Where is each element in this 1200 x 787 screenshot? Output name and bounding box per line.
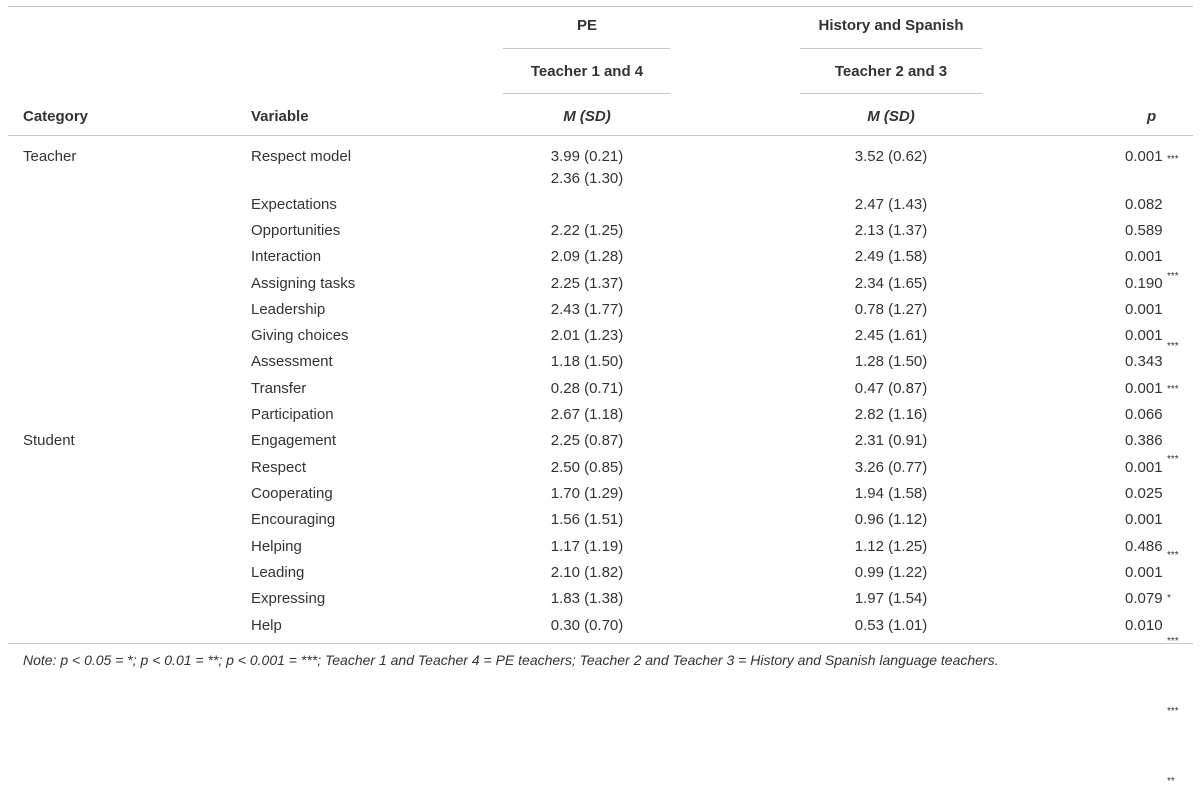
significance-marker: *** [1167, 706, 1179, 717]
p-value-cell: 0.079 [1125, 590, 1163, 607]
hs-value-cell: 2.34 (1.65) [854, 275, 928, 292]
pe-value-extra-cell: 2.36 (1.30) [550, 170, 624, 187]
category-cell: Student [23, 432, 75, 449]
pe-value-cell: 2.25 (0.87) [550, 432, 624, 449]
hs-value-cell: 0.96 (1.12) [854, 511, 928, 528]
p-value-cell: 0.001 [1125, 511, 1163, 528]
hs-value-cell: 3.26 (0.77) [854, 459, 928, 476]
variable-cell: Engagement [251, 432, 337, 449]
variable-cell: Leading [251, 564, 305, 581]
hs-teachers-header: Teacher 2 and 3 [834, 63, 948, 80]
p-value-cell: 0.001 [1125, 301, 1163, 318]
variable-cell: Encouraging [251, 511, 336, 528]
pe-group-rule [503, 48, 670, 49]
pe-value-cell: 1.83 (1.38) [550, 590, 624, 607]
pe-msd-column-header: M (SD) [563, 108, 611, 125]
variable-cell: Opportunities [251, 222, 341, 239]
significance-marker: *** [1167, 636, 1179, 647]
p-value-cell: 0.010 [1125, 617, 1163, 634]
hs-value-cell: 2.13 (1.37) [854, 222, 928, 239]
hs-value-cell: 0.53 (1.01) [854, 617, 928, 634]
p-value-cell: 0.001 [1125, 248, 1163, 265]
category-cell: Teacher [23, 148, 77, 165]
pe-value-cell: 2.67 (1.18) [550, 406, 624, 423]
p-value-cell: 0.486 [1125, 538, 1163, 555]
pe-group-header: PE [576, 17, 598, 34]
header-bottom-rule [8, 135, 1193, 136]
table-bottom-rule [8, 643, 1193, 644]
pe-value-cell: 1.56 (1.51) [550, 511, 624, 528]
variable-cell: Helping [251, 538, 302, 555]
hs-value-cell: 1.94 (1.58) [854, 485, 928, 502]
variable-cell: Cooperating [251, 485, 333, 502]
pe-value-cell: 3.99 (0.21) [550, 148, 624, 165]
pe-teachers-header: Teacher 1 and 4 [530, 63, 644, 80]
hs-value-cell: 2.82 (1.16) [854, 406, 928, 423]
hs-teacher-rule [800, 93, 982, 94]
hs-value-cell: 2.45 (1.61) [854, 327, 928, 344]
pe-teacher-rule [503, 93, 670, 94]
pe-value-cell: 1.70 (1.29) [550, 485, 624, 502]
top-rule [8, 6, 1193, 7]
variable-cell: Respect [251, 459, 307, 476]
pe-value-cell: 2.50 (0.85) [550, 459, 624, 476]
p-value-cell: 0.001 [1125, 148, 1163, 165]
hs-value-cell: 3.52 (0.62) [854, 148, 928, 165]
significance-marker: ** [1167, 776, 1175, 787]
significance-marker: *** [1167, 384, 1179, 395]
significance-marker: *** [1167, 154, 1179, 165]
p-value-cell: 0.386 [1125, 432, 1163, 449]
pe-value-cell: 0.28 (0.71) [550, 380, 624, 397]
table-note: Note: p < 0.05 = *; p < 0.01 = **; p < 0.001 = ***; Teacher 1 and Teacher 4 = PE teachers; Teacher 2 and Teacher 3 = History and Spanish language teachers. [23, 652, 999, 668]
variable-cell: Giving choices [251, 327, 349, 344]
variable-cell: Assigning tasks [251, 275, 356, 292]
p-value-cell: 0.025 [1125, 485, 1163, 502]
significance-marker: *** [1167, 271, 1179, 282]
hs-value-cell: 0.47 (0.87) [854, 380, 928, 397]
hs-value-cell: 1.28 (1.50) [854, 353, 928, 370]
pe-value-cell: 2.01 (1.23) [550, 327, 624, 344]
hs-group-rule [800, 48, 982, 49]
p-value-cell: 0.001 [1125, 327, 1163, 344]
hs-value-cell: 2.47 (1.43) [854, 196, 928, 213]
hs-group-header: History and Spanish [818, 17, 964, 34]
variable-cell: Participation [251, 406, 334, 423]
significance-marker: * [1167, 593, 1171, 604]
pe-value-cell: 1.18 (1.50) [550, 353, 624, 370]
hs-value-cell: 1.97 (1.54) [854, 590, 928, 607]
category-column-header: Category [23, 108, 89, 125]
hs-value-cell: 2.31 (0.91) [854, 432, 928, 449]
p-value-cell: 0.343 [1125, 353, 1163, 370]
pe-value-cell: 1.17 (1.19) [550, 538, 624, 555]
significance-marker: *** [1167, 341, 1179, 352]
variable-cell: Expressing [251, 590, 326, 607]
significance-marker: *** [1167, 454, 1179, 465]
variable-column-header: Variable [251, 108, 309, 125]
p-value-cell: 0.082 [1125, 196, 1163, 213]
p-column-header: p [1147, 108, 1157, 125]
p-value-cell: 0.001 [1125, 380, 1163, 397]
p-value-cell: 0.001 [1125, 459, 1163, 476]
pe-value-cell: 2.43 (1.77) [550, 301, 624, 318]
pe-value-cell: 2.22 (1.25) [550, 222, 624, 239]
variable-cell: Interaction [251, 248, 322, 265]
variable-cell: Help [251, 617, 282, 634]
pe-value-cell: 2.09 (1.28) [550, 248, 624, 265]
hs-value-cell: 0.78 (1.27) [854, 301, 928, 318]
variable-cell: Assessment [251, 353, 333, 370]
p-value-cell: 0.066 [1125, 406, 1163, 423]
variable-cell: Transfer [251, 380, 307, 397]
p-value-cell: 0.589 [1125, 222, 1163, 239]
hs-value-cell: 2.49 (1.58) [854, 248, 928, 265]
variable-cell: Expectations [251, 196, 337, 213]
hs-msd-column-header: M (SD) [867, 108, 915, 125]
hs-value-cell: 0.99 (1.22) [854, 564, 928, 581]
variable-cell: Leadership [251, 301, 326, 318]
pe-value-cell: 0.30 (0.70) [550, 617, 624, 634]
hs-value-cell: 1.12 (1.25) [854, 538, 928, 555]
pe-value-cell: 2.10 (1.82) [550, 564, 624, 581]
significance-marker: *** [1167, 550, 1179, 561]
p-value-cell: 0.001 [1125, 564, 1163, 581]
variable-cell: Respect model [251, 148, 352, 165]
p-value-cell: 0.190 [1125, 275, 1163, 292]
pe-value-cell: 2.25 (1.37) [550, 275, 624, 292]
